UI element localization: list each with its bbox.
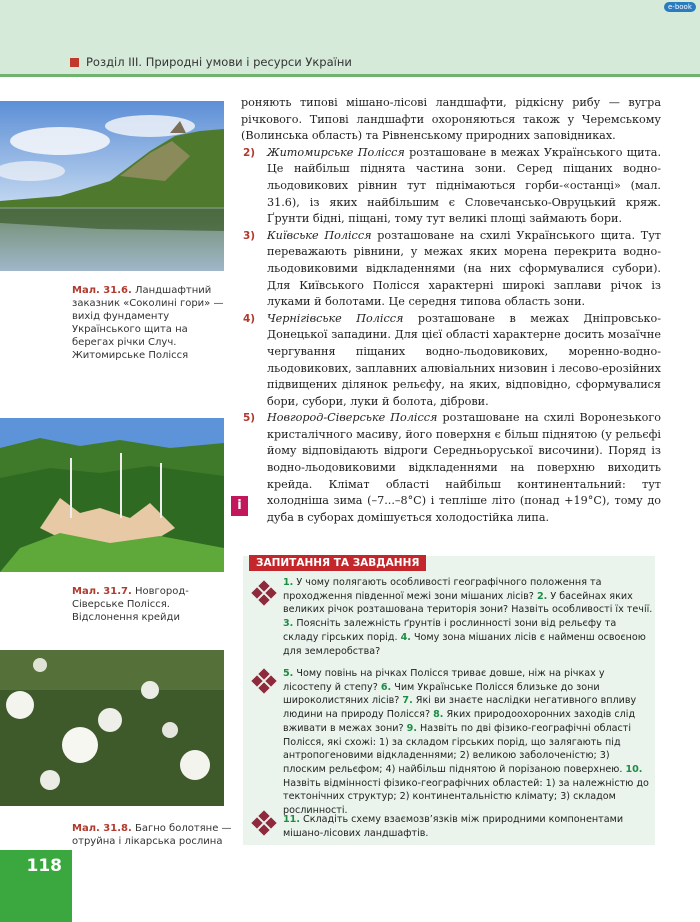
- q-text: Назвіть відмінності фізико-географічних областей: 1) за належністю до тектонічних структур; 2) континентальністю клімату; 3) складом рослинності.: [283, 777, 649, 817]
- q-number: 10.: [625, 763, 643, 775]
- section-marker-icon: [70, 58, 79, 67]
- q-text: Які ви знаєте наслідки негативного впливу людини на природу Полісся?: [283, 695, 637, 721]
- item-text: розташоване в межах Дніпровсько-Донецької западини. Для цієї області характерне досить мозаїчне чергування піщаних водно-льодовикових, моренно-водно-льодовикових, заплавних алювіальних низовин і лесово-ерозійних підвищених ділянок рельєфу, на яких, відповідно, сформувалися бори, субори, луки й болота, діброви.: [267, 311, 661, 408]
- diamond-bullet-icon: [253, 582, 275, 604]
- ebook-logo[interactable]: e-book: [664, 2, 696, 12]
- caption-fig-31-8: [72, 822, 232, 848]
- q-text: Чому зона мішаних лісів є найменш освоєною для землеробства?: [283, 631, 646, 657]
- q-number: 7.: [402, 695, 413, 707]
- q-number: 2.: [536, 590, 548, 602]
- landscape-lake-image: [0, 101, 224, 271]
- question-group-2: [283, 667, 653, 818]
- region-name: Новгород-Сіверське Полісся: [267, 411, 438, 425]
- q-number: 1.: [283, 577, 294, 588]
- q-number: 11.: [283, 814, 300, 825]
- region-name: Житомирське Полісся: [267, 145, 405, 159]
- list-item: [241, 410, 661, 526]
- item-text: розташоване на схилі Українського щита. Тут переважають рівнини, у межах яких морена перекрита водно-льодовиковими відкладеннями (на них сформувалися субори). Для Київського Полісся характерні широкі заплави річок із луками й болотами. Це середня типова область зони.: [267, 228, 661, 309]
- header-divider: [0, 74, 700, 77]
- q-text: У басейнах яких великих річок розташована територія зони? Назвіть особливості їх течії.: [283, 590, 653, 616]
- item-text: розташоване в межах Українського щита. Це найбільш піднята частина зони. Серед піщаних водно-льодовикових рівнин тут піднімаються горби-«останці» (мал. 31.6), із яких найбільшим є Словечансько-Овруцький кряж. Ґрунти бідні, піщані, тому тут великі площі займають бори.: [267, 145, 662, 226]
- caption-fig-31-7: [72, 585, 232, 624]
- photo-novgorod-siverske: [0, 418, 224, 572]
- question-group-1: [283, 576, 653, 658]
- main-text: [241, 95, 661, 526]
- q-text: Складіть схему взаємозв’язків між природними компонентами мішано-лісових ландшафтів.: [283, 814, 624, 839]
- q-number: 8.: [433, 709, 444, 721]
- q-text: Чим Українське Полісся близьке до зони широколистяних лісів?: [283, 681, 600, 707]
- q-text: Чому повінь на річках Полісся триває довше, ніж на річках у лісостепу й степу?: [283, 668, 605, 693]
- caption-fig-31-6: [72, 284, 232, 362]
- questions-heading: ЗАПИТАННЯ ТА ЗАВДАННЯ: [249, 555, 426, 571]
- region-name: Чернігівське Полісся: [267, 311, 404, 325]
- q-number: 6.: [380, 681, 392, 693]
- q-number: 4.: [400, 631, 411, 643]
- q-text: Яких природоохоронних заходів слід вживати в межах зони?: [283, 709, 636, 734]
- q-text: Назвіть по дві фізико-географічні області Полісся, які схожі: 1) за складом гірських порід, що залягають під антропогеновими відкладеннями; 2) великою заболоченістю; 3) плоским рельєфом; 4) найбільш піднятою й порізаною поверхнею.: [283, 722, 632, 775]
- q-number: 9.: [406, 722, 417, 734]
- section-title: Розділ ІІІ. Природні умови і ресурси України: [86, 55, 352, 69]
- q-number: 3.: [283, 618, 294, 630]
- list-item: [241, 145, 661, 228]
- caption-label: Мал. 31.6.: [72, 285, 132, 296]
- info-icon[interactable]: i: [231, 496, 248, 516]
- flowers-image: [0, 650, 224, 806]
- question-group-3: [283, 813, 653, 840]
- item-number: 3): [243, 229, 256, 242]
- chalk-outcrop-image: [0, 418, 224, 572]
- list-item: [241, 228, 661, 311]
- q-text: Поясніть залежність ґрунтів і рослинності зони від рельєфу та складу гірських порід.: [283, 618, 617, 643]
- caption-label: Мал. 31.7.: [72, 586, 132, 597]
- page-number: 118: [26, 856, 62, 876]
- photo-sokolyni-hory: [0, 101, 224, 271]
- item-number: 4): [243, 312, 256, 325]
- list-item: [241, 311, 661, 411]
- caption-text: Багно болотяне — отруйна і лікарська рослина: [72, 823, 232, 847]
- item-number: 2): [243, 146, 256, 159]
- photo-ledum-palustre: [0, 650, 224, 806]
- q-number: 5.: [283, 668, 294, 679]
- diamond-bullet-icon: [253, 812, 275, 834]
- caption-text: Ландшафтний заказник «Соколині гори» — вихід фундаменту Українського щита на берегах річки Случ. Житомирське Полісся: [72, 285, 224, 361]
- diamond-bullet-icon: [253, 670, 275, 692]
- caption-label: Мал. 31.8.: [72, 823, 132, 834]
- q-text: У чому полягають особливості географічного положення та проходження південної межі зони мішаних лісів?: [283, 577, 602, 602]
- caption-text: Новгород-Сіверське Полісся. Відслонення крейди: [72, 586, 189, 623]
- region-name: Київське Полісся: [267, 228, 372, 242]
- item-number: 5): [243, 412, 256, 425]
- item-text: розташоване на схилі Воронезького кристалічного масиву, його поверхня є більш піднятою (у рельєфі йому відповідають відроги Середньоруської височини). Поряд із водно-льодовиковими відкладеннями на поверхню виходить крейда. Клімат області найбільш континентальний: тут холодніша зима (–7...–8°С) і тепліше літо (понад +19°С), тому до дуба в суборах домішується холодостійка липа.: [267, 411, 661, 524]
- intro-paragraph: роняють типові мішано-лісові ландшафти, рідкісну рибу — вугра річкового. Типові ландшафти охороняються також у Черемському (Волинська область) та Рівненському природних заповідниках.: [241, 96, 661, 143]
